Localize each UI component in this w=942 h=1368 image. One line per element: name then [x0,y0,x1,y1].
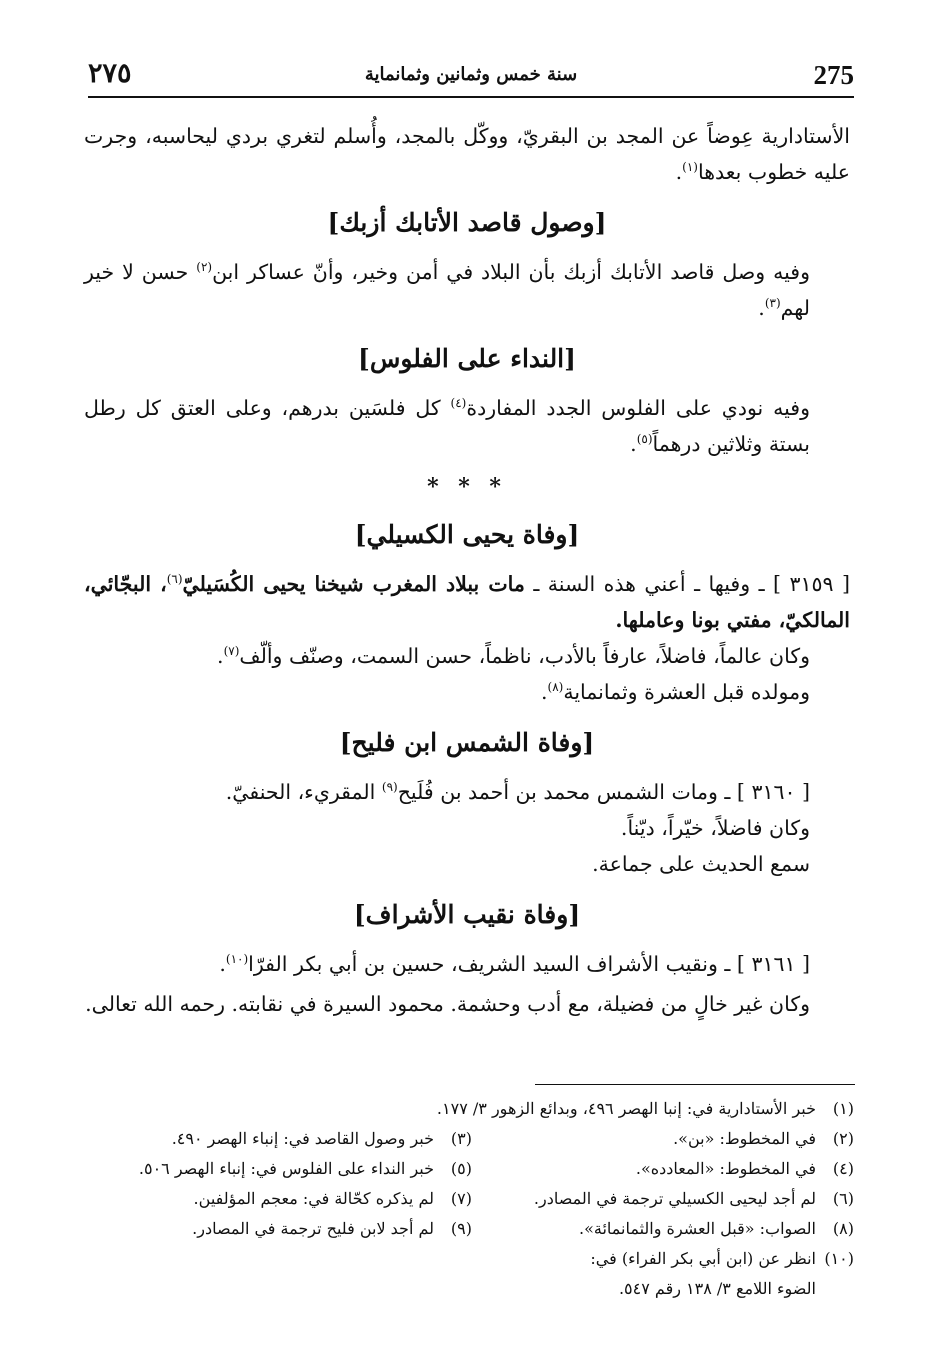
footnote-item [472,1244,854,1304]
entry-paragraph [84,566,850,638]
running-header [88,58,854,98]
paragraph-text: وكان عالماً، فاضلاً، عارفاً بالأدب، ناظماً، حسن السمت، وصنّف وألّف [239,644,810,668]
footnote-item [472,1184,854,1214]
footnote-text: لم أجد ليحيى الكسيلي ترجمة في المصادر. [533,1189,816,1208]
paragraph [84,674,850,710]
bold-text: ، البجّائي، المالكيّ، مفتي بونا وعاملها. [84,572,850,632]
footnote-item [90,1124,472,1154]
footnote-ref: (٣) [764,296,781,311]
footnote-item [90,1154,472,1184]
paragraph-text: ومولده قبل العشرة وثمانماية [563,680,810,704]
footnote-ref: (٢) [196,260,213,275]
paragraph: وكان فاضلاً، خيّراً، ديّناً. [620,816,810,840]
footnote-row [90,1124,854,1154]
running-title: سنة خمس وثمانين وثمانماية [364,64,578,85]
footnote-text: خبر وصول القاصد في: إنباء الهصر ٤٩٠. [171,1129,434,1148]
footnote-ref: (٦) [166,572,183,587]
entry-paragraph [84,774,850,810]
paragraph-text: . [219,952,226,976]
main-text [84,118,850,1022]
paragraph-text: وجرت عليه خطوب بعدها [84,124,850,184]
footnote-item [90,1184,472,1214]
footnote-number: (٤) [832,1159,854,1178]
paragraph-text: كل فلسَين بدرهم، وعلى العتق كل رطل بستة وثلاثين درهماً [84,396,810,456]
section-heading: [وفاة نقيب الأشراف] [353,900,581,929]
paragraph-text: . [758,296,765,320]
paragraph [84,254,850,326]
paragraph: وكان غير خالٍ من فضيلة، مع أدب وحشمة. محمود السيرة في نقابته. رحمه الله تعالى. [85,992,810,1016]
paragraph-text: . [675,160,683,184]
footnote-number: (٦) [832,1189,854,1208]
footnote-number: (٣) [450,1129,472,1148]
paragraph-text: . [630,432,637,456]
paragraph: سمع الحديث على جماعة. [592,852,810,876]
paragraph-text: وفيه وصل قاصد الأتابك أزبك بأن البلاد في أمن وخير، وأنّ عساكر ابن [212,260,810,284]
paragraph [84,390,850,462]
paragraph-text: . [540,680,548,704]
paragraph-text: . [217,644,224,668]
page-number-arabic: ٢٧٥ [88,58,132,89]
paragraph-continuation [84,118,850,190]
page-number-latin: 275 [813,60,854,90]
footnote-text: لم أجد لابن فليح ترجمة في المصادر. [192,1219,434,1238]
paragraph-text: وفيه نودي على الفلوس الجدد المفاردة [466,396,810,420]
footnote-row [90,1154,854,1184]
footnotes [90,1094,854,1304]
footnote-item [90,1214,472,1244]
paragraph-text: الأستادارية عِوضاً عن المجد بن البقريّ، ووكّل بالمجد، وأُسلم لتغري بردي ليحاسبه، [145,124,850,148]
footnote-text: في المخطوط: «بن». [673,1129,816,1148]
footnote-ref: (٨) [547,680,564,695]
entry-number: [ ٣١٥٩ ] [773,572,851,596]
footnote-number: (١) [832,1099,854,1118]
footnote-ref: (٩) [381,780,398,795]
footnote-item [472,1214,854,1244]
footnote-number: (٧) [450,1189,472,1208]
footnote-divider [535,1084,855,1085]
footnote-number: (٥) [450,1159,472,1178]
paragraph-text: ـ ونقيب الأشراف السيد الشريف، حسين بن أبي بكر الفرّا [248,952,737,976]
footnote-item [472,1154,854,1184]
footnote-item [472,1124,854,1154]
section-heading: [وصول قاصد الأتابك أزبك] [327,208,607,237]
footnote-number: (١٠) [824,1249,854,1268]
footnote-ref: (١٠) [225,952,249,967]
paragraph-text: ـ وفيها ـ أعني هذه السنة ـ [524,572,774,596]
footnote-text: خبر النداء على الفلوس في: إنباء الهصر ٥٠٦. [138,1159,434,1178]
paragraph-text: ـ ومات الشمس محمد بن أحمد بن فُلَيح [397,780,737,804]
footnote-text: لم يذكره كحّالة في: معجم المؤلفين. [193,1189,434,1208]
paragraph-text: المقريء، الحنفيّ. [225,780,382,804]
footnote-text: خبر الأستادارية في: إنبا الهصر ٤٩٦، وبدائع الزهور ٣/ ١٧٧. [436,1099,816,1118]
footnote-ref: (٧) [223,644,240,659]
section-heading: [وفاة الشمس ابن فليح] [339,728,595,757]
section-heading: [النداء على الفلوس] [358,344,576,373]
paragraph-text: حسن لا خير لهم [84,260,810,320]
entry-number: [ ٣١٦٠ ] [736,780,810,804]
footnote-text: الضوء اللامع ٣/ ١٣٨ رقم ٥٤٧. [618,1279,816,1298]
footnote-text: الصواب: «قبل العشرة والثمانمائة». [578,1219,816,1238]
footnote-row [90,1094,854,1124]
footnote-number: (٢) [832,1129,854,1148]
entry-paragraph [84,946,850,982]
footnote-item [90,1094,854,1124]
footnote-row [90,1214,854,1244]
bold-text: مات ببلاد المغرب شيخنا يحيى الكُسَيليّ [182,572,525,596]
section-separator: * * * [427,474,507,500]
footnote-text: في المخطوط: «المعادده». [635,1159,816,1178]
footnote-number: (٨) [832,1219,854,1238]
entry-number: [ ٣١٦١ ] [736,952,810,976]
footnote-ref: (١) [682,160,698,175]
footnote-ref: (٤) [450,396,467,411]
section-heading: [وفاة يحيى الكسيلي] [354,520,580,549]
footnote-row [90,1184,854,1214]
paragraph [84,638,850,674]
footnote-ref: (٥) [636,432,653,447]
footnote-text: انظر عن (ابن أبي بكر الفراء) في: [590,1249,816,1268]
footnote-row [90,1244,854,1304]
footnote-number: (٩) [450,1219,472,1238]
